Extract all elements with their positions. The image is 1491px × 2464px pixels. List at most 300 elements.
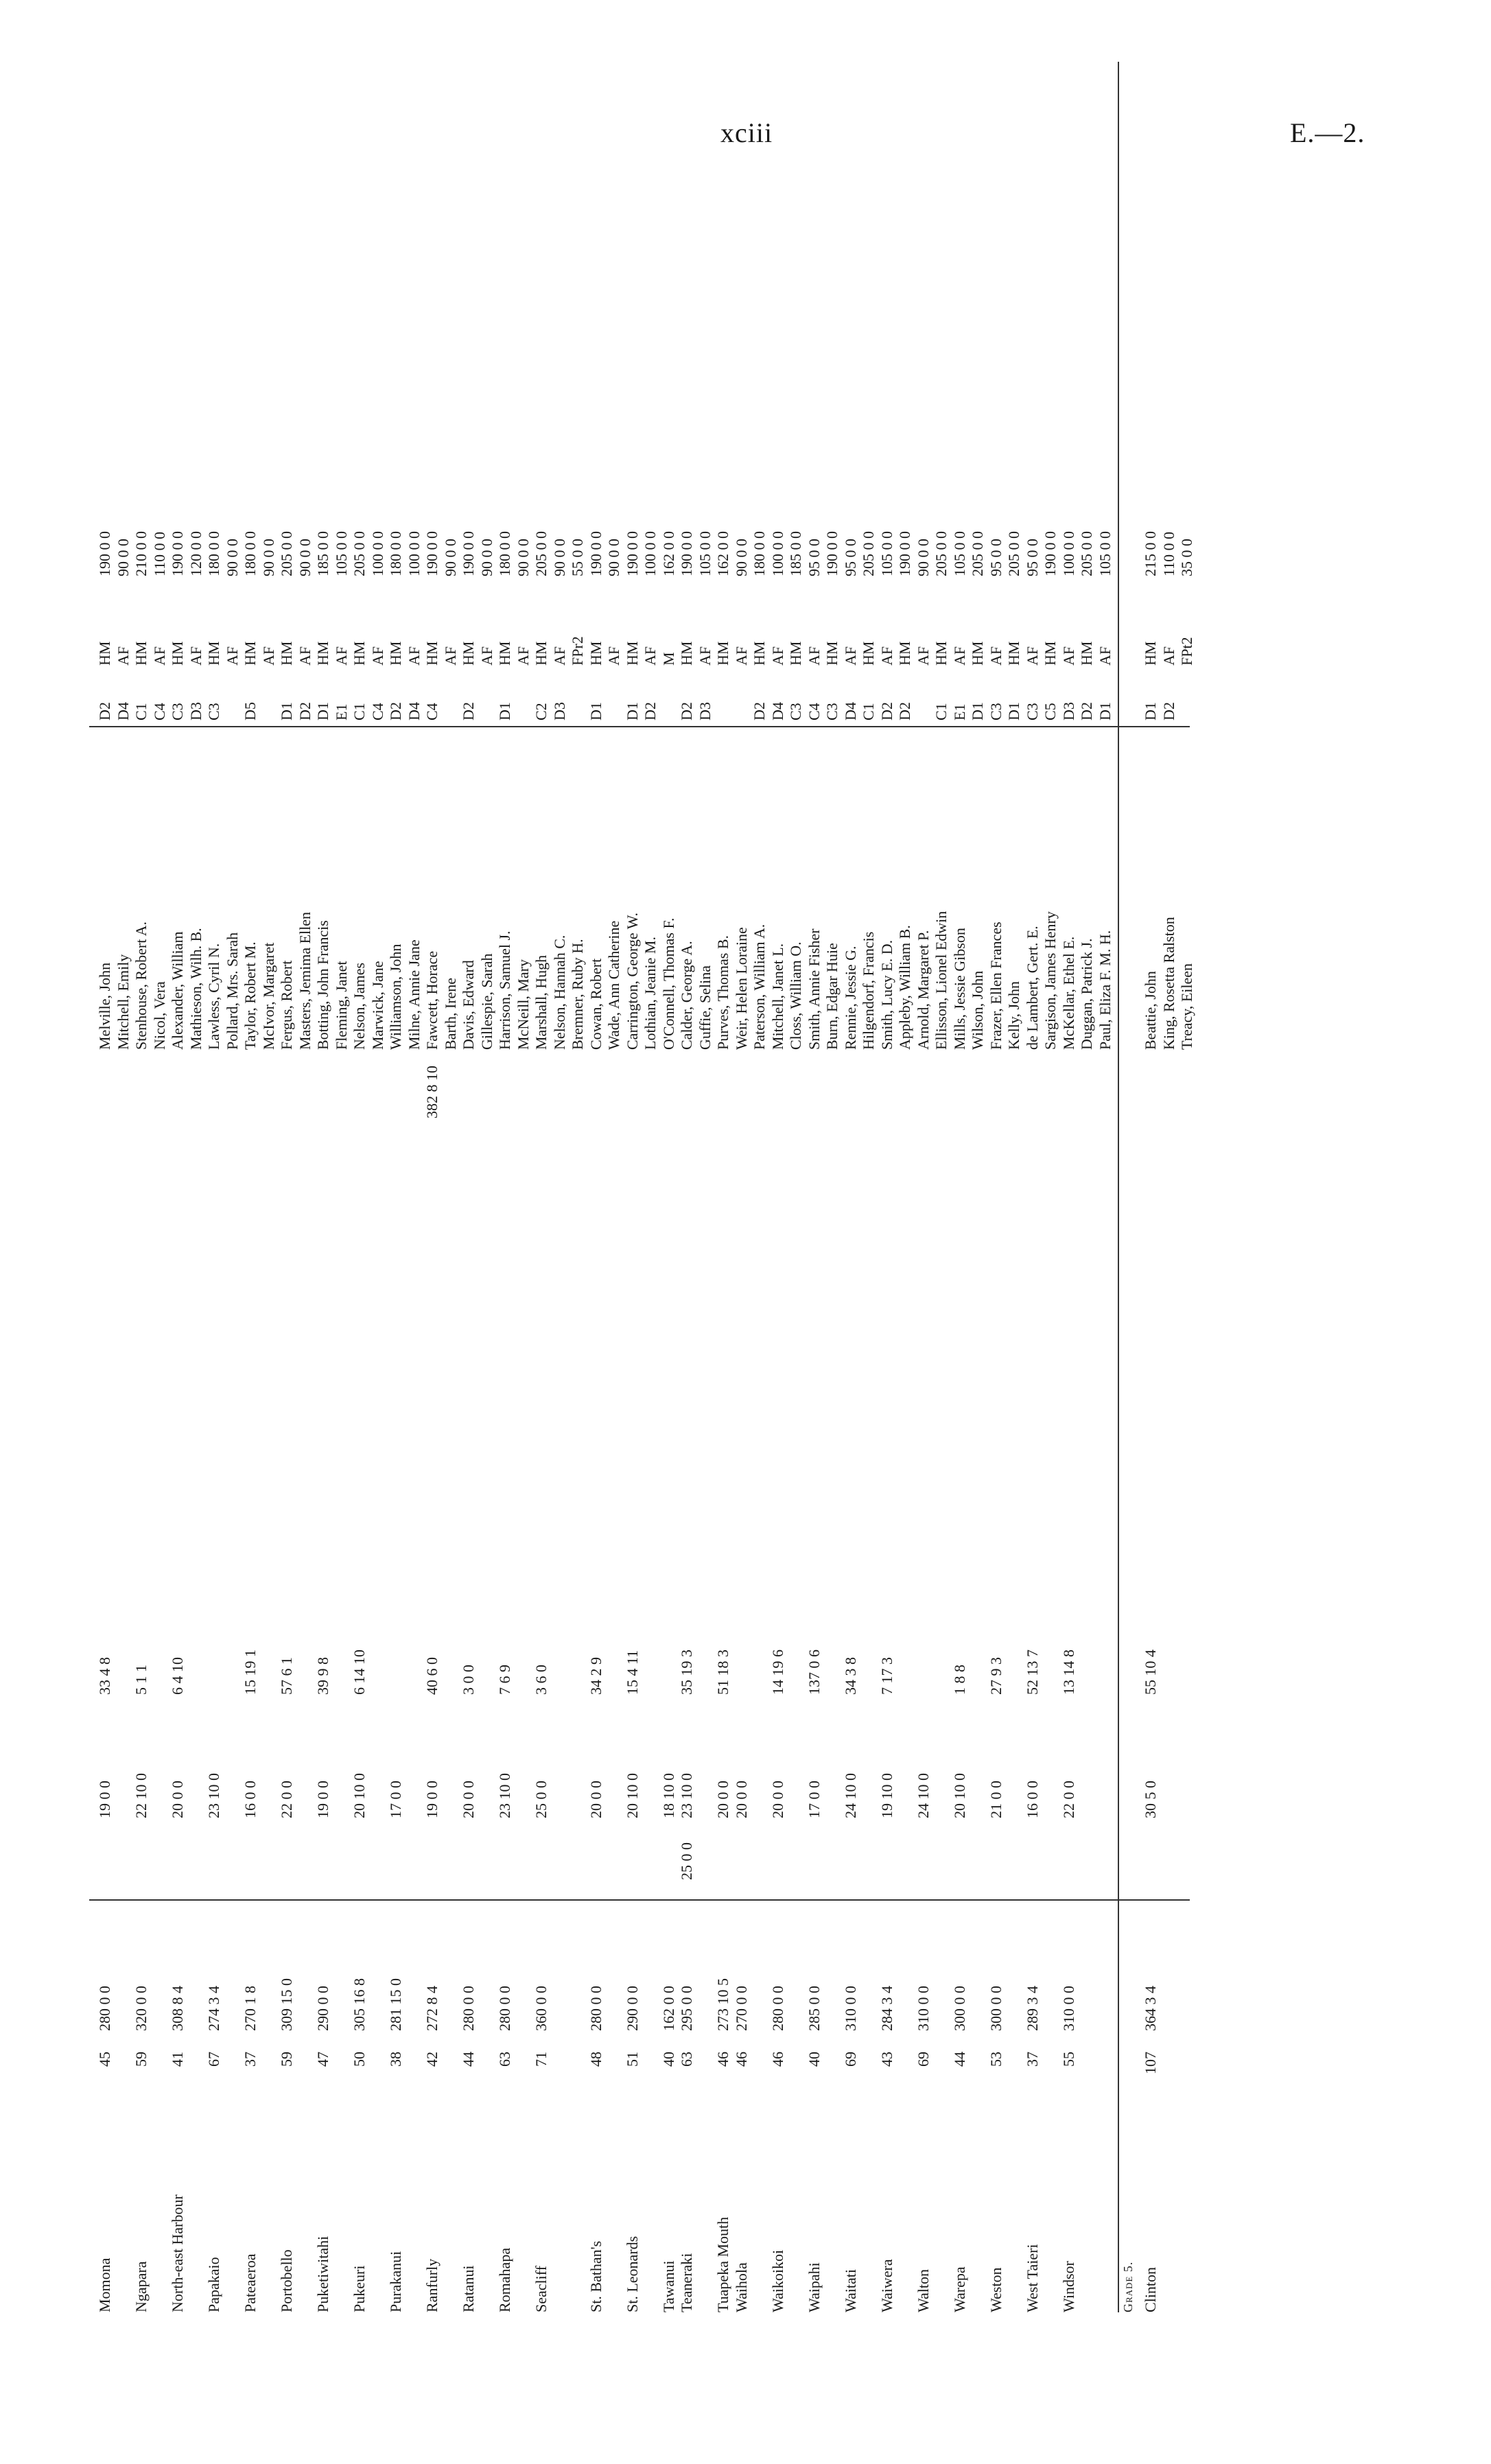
cell-sal: 273 10 5 bbox=[714, 1978, 731, 2031]
cell-nsal: 190 0 0 bbox=[823, 531, 841, 576]
cell-h3: 15 4 11 bbox=[623, 1650, 641, 1695]
cell-rank: AF bbox=[841, 646, 859, 666]
cell-name: Kelly, John bbox=[1005, 981, 1022, 1050]
table-rule bbox=[89, 1899, 1190, 1901]
cell-school: Clinton bbox=[1142, 2266, 1159, 2312]
cell-nsal: 90 0 0 bbox=[114, 539, 132, 576]
cell-h2: 20 0 0 bbox=[732, 1781, 750, 1818]
cell-avg: 55 bbox=[1059, 2052, 1077, 2067]
cell-nsal: 162 0 0 bbox=[714, 531, 731, 576]
cell-name: McNeill, Mary bbox=[514, 959, 532, 1050]
cell-avg: 46 bbox=[732, 2052, 750, 2067]
cell-cls: D3 bbox=[187, 702, 204, 720]
cell-rank: HM bbox=[496, 641, 513, 666]
cell-nsal: 190 0 0 bbox=[460, 531, 477, 576]
cell-name: Fawcett, Horace bbox=[423, 950, 441, 1050]
table-row bbox=[296, 62, 314, 2312]
cell-cls: D1 bbox=[623, 702, 641, 720]
table-row bbox=[406, 62, 423, 2312]
cell-school: Ratanui bbox=[460, 2265, 477, 2312]
cell-sal: 364 3 4 bbox=[1142, 1986, 1159, 2031]
cell-sal: 280 0 0 bbox=[496, 1986, 513, 2031]
cell-nsal: 205 0 0 bbox=[860, 531, 877, 576]
cell-nsal: 190 0 0 bbox=[623, 531, 641, 576]
cell-nsal: 185 0 0 bbox=[787, 531, 804, 576]
cell-cls: C1 bbox=[351, 703, 368, 720]
table-row bbox=[387, 62, 405, 2312]
cell-h3: 34 2 9 bbox=[587, 1657, 604, 1695]
cell-h3: 14 19 6 bbox=[768, 1650, 786, 1695]
cell-avg: 44 bbox=[950, 2052, 968, 2067]
cell-cls: D2 bbox=[896, 702, 913, 720]
cell-rank: HM bbox=[969, 641, 986, 666]
cell-rank: HM bbox=[532, 641, 550, 666]
cell-cls: C3 bbox=[987, 703, 1005, 720]
cell-school: Ranfurly bbox=[423, 2258, 441, 2312]
table-row bbox=[714, 62, 732, 2312]
cell-nsal: 105 0 0 bbox=[878, 531, 895, 576]
cell-rank: AF bbox=[768, 646, 786, 666]
cell-nsal: 90 0 0 bbox=[259, 539, 277, 576]
table-row bbox=[515, 62, 532, 2312]
cell-nsal: 90 0 0 bbox=[441, 539, 459, 576]
cell-cls: C3 bbox=[823, 703, 841, 720]
cell-nsal: 100 0 0 bbox=[368, 531, 386, 576]
cell-cls: D4 bbox=[841, 702, 859, 720]
table-row bbox=[842, 62, 860, 2312]
table-row bbox=[733, 62, 751, 2312]
table-rule bbox=[89, 726, 1190, 727]
table-row bbox=[569, 62, 587, 2312]
cell-nsal: 95 0 0 bbox=[841, 539, 859, 576]
cell-name: Marwick, Jane bbox=[368, 961, 386, 1050]
cell-h2: 17 0 0 bbox=[387, 1781, 404, 1818]
cell-cls: D4 bbox=[114, 702, 132, 720]
cell-rank: HM bbox=[896, 641, 913, 666]
cell-h2: 20 0 0 bbox=[714, 1781, 731, 1818]
cell-rank: AF bbox=[478, 646, 495, 666]
cell-h3: 6 14 10 bbox=[351, 1650, 368, 1695]
table-row bbox=[1005, 62, 1023, 2312]
cell-sal: 300 0 0 bbox=[950, 1986, 968, 2031]
cell-cls: D2 bbox=[1078, 702, 1095, 720]
cell-sal: 280 0 0 bbox=[768, 1986, 786, 2031]
cell-nsal: 100 0 0 bbox=[768, 531, 786, 576]
cell-nsal: 185 0 0 bbox=[314, 531, 331, 576]
cell-name: Williamson, John bbox=[387, 943, 404, 1050]
cell-name: Ellisson, Lionel Edwin bbox=[932, 911, 950, 1050]
cell-cls: D2 bbox=[296, 702, 314, 720]
cell-cls: C3 bbox=[1023, 703, 1041, 720]
cell-rank: HM bbox=[623, 641, 641, 666]
cell-name: Treacy, Eileen bbox=[1178, 963, 1195, 1050]
cell-name: Beattie, John bbox=[1142, 971, 1159, 1050]
cell-avg: 48 bbox=[587, 2052, 604, 2067]
cell-rank: HM bbox=[1078, 641, 1095, 666]
cell-name: Wilson, John bbox=[969, 970, 986, 1050]
cell-school: North-east Harbour bbox=[169, 2194, 186, 2312]
cell-cls: C4 bbox=[805, 703, 823, 720]
cell-rank: HM bbox=[932, 641, 950, 666]
page-number: xciii bbox=[720, 117, 773, 148]
cell-school: Momona bbox=[96, 2257, 113, 2312]
table-row bbox=[224, 62, 242, 2312]
cell-nsal: 100 0 0 bbox=[405, 531, 423, 576]
cell-avg: 46 bbox=[768, 2052, 786, 2067]
cell-rank: HM bbox=[587, 641, 604, 666]
table-row bbox=[442, 62, 460, 2312]
cell-h3: 34 3 8 bbox=[841, 1657, 859, 1695]
cell-rank: HM bbox=[387, 641, 404, 666]
cell-nsal: 105 0 0 bbox=[950, 531, 968, 576]
cell-name: Appleby, William B. bbox=[896, 925, 913, 1050]
cell-school: Tuapeka Mouth bbox=[714, 2216, 731, 2312]
cell-h3: 3 0 0 bbox=[460, 1665, 477, 1695]
cell-name: Stenhouse, Robert A. bbox=[132, 922, 150, 1050]
cell-name: Botting, John Francis bbox=[314, 920, 331, 1050]
table-row bbox=[696, 62, 714, 2312]
cell-nsal: 190 0 0 bbox=[96, 531, 113, 576]
cell-avg: 107 bbox=[1142, 2052, 1159, 2074]
cell-sal: 300 0 0 bbox=[987, 1986, 1005, 2031]
cell-h7: 382 8 10 bbox=[423, 1066, 441, 1118]
cell-h2: 19 0 0 bbox=[96, 1781, 113, 1818]
table-row bbox=[333, 62, 351, 2312]
cell-cls: C1 bbox=[132, 703, 150, 720]
cell-nsal: 180 0 0 bbox=[751, 531, 768, 576]
cell-name: Burn, Edgar Huie bbox=[823, 943, 841, 1050]
table-row bbox=[496, 62, 514, 2312]
cell-h3: 137 0 6 bbox=[805, 1650, 823, 1695]
table-row bbox=[860, 62, 878, 2312]
cell-h2: 23 10 0 bbox=[678, 1773, 695, 1818]
cell-rank: AF bbox=[696, 646, 714, 666]
cell-rank: HM bbox=[314, 641, 331, 666]
cell-rank: AF bbox=[950, 646, 968, 666]
cell-rank: AF bbox=[642, 646, 659, 666]
cell-h2: 23 10 0 bbox=[205, 1773, 222, 1818]
cell-h3: 57 6 1 bbox=[278, 1657, 295, 1695]
cell-name: Melville, John bbox=[96, 962, 113, 1050]
cell-avg: 37 bbox=[1023, 2052, 1041, 2067]
cell-nsal: 190 0 0 bbox=[169, 531, 186, 576]
cell-avg: 53 bbox=[987, 2052, 1005, 2067]
cell-school: Windsor bbox=[1059, 2261, 1077, 2312]
cell-nsal: 105 0 0 bbox=[332, 531, 350, 576]
cell-name: Paterson, William A. bbox=[751, 924, 768, 1050]
cell-rank: HM bbox=[205, 641, 222, 666]
table-row bbox=[551, 62, 569, 2312]
table-row bbox=[806, 62, 823, 2312]
cell-rank: AF bbox=[987, 646, 1005, 666]
cell-cls: C4 bbox=[423, 703, 441, 720]
cell-rank: HM bbox=[351, 641, 368, 666]
cell-sal: 270 0 0 bbox=[732, 1986, 750, 2031]
cell-rank: AF bbox=[914, 646, 932, 666]
cell-school: Waiwera bbox=[878, 2259, 895, 2312]
cell-name: Nelson, Hannah C. bbox=[550, 935, 568, 1050]
cell-h3: 6 4 10 bbox=[169, 1657, 186, 1695]
cell-rank: HM bbox=[423, 641, 441, 666]
cell-nsal: 100 0 0 bbox=[642, 531, 659, 576]
cell-nsal: 205 0 0 bbox=[969, 531, 986, 576]
cell-nsal: 90 0 0 bbox=[478, 539, 495, 576]
table-row bbox=[1160, 62, 1178, 2312]
table-row bbox=[115, 62, 132, 2312]
cell-cls: D1 bbox=[496, 702, 513, 720]
cell-name: O'Connell, Thomas F. bbox=[659, 917, 677, 1050]
cell-rank: HM bbox=[823, 641, 841, 666]
cell-sal: 289 3 4 bbox=[1023, 1986, 1041, 2031]
cell-cls: D4 bbox=[405, 702, 423, 720]
table-row bbox=[1042, 62, 1059, 2312]
cell-rank: HM bbox=[169, 641, 186, 666]
cell-sal: 272 8 4 bbox=[423, 1986, 441, 2031]
cell-name: Fergus, Robert bbox=[278, 960, 295, 1050]
cell-sal: 290 0 0 bbox=[623, 1986, 641, 2031]
cell-cls: C4 bbox=[150, 703, 168, 720]
cell-nsal: 90 0 0 bbox=[514, 539, 532, 576]
cell-sal: 305 16 8 bbox=[351, 1978, 368, 2031]
table-rule bbox=[1118, 62, 1119, 2312]
cell-name: Smith, Lucy E. D. bbox=[878, 939, 895, 1050]
cell-nsal: 205 0 0 bbox=[351, 531, 368, 576]
cell-h3: 52 13 7 bbox=[1023, 1650, 1041, 1695]
table-row bbox=[205, 62, 223, 2312]
cell-sal: 360 0 0 bbox=[532, 1986, 550, 2031]
cell-h2: 16 0 0 bbox=[242, 1781, 259, 1818]
cell-rank: HM bbox=[1142, 641, 1159, 666]
cell-name: Weir, Helen Loraine bbox=[732, 927, 750, 1050]
cell-cls: E1 bbox=[950, 703, 968, 720]
cell-h3: 33 4 8 bbox=[96, 1657, 113, 1695]
table-row bbox=[823, 62, 841, 2312]
cell-nsal: 110 0 0 bbox=[1160, 531, 1177, 576]
cell-school: Waipahi bbox=[805, 2262, 823, 2312]
cell-name: Mitchell, Janet L. bbox=[768, 943, 786, 1050]
cell-nsal: 205 0 0 bbox=[278, 531, 295, 576]
cell-rank: HM bbox=[242, 641, 259, 666]
cell-avg: 63 bbox=[496, 2052, 513, 2067]
cell-cls: D1 bbox=[278, 702, 295, 720]
cell-school: Pukeuri bbox=[351, 2265, 368, 2312]
cell-cls: D2 bbox=[96, 702, 113, 720]
cell-name: Hilgendorf, Francis bbox=[860, 931, 877, 1050]
cell-rank: AF bbox=[332, 646, 350, 666]
cell-school: Warepa bbox=[950, 2266, 968, 2312]
cell-name: Barth, Irene bbox=[441, 977, 459, 1050]
cell-name: Guffie, Selina bbox=[696, 965, 714, 1050]
cell-h2: 25 0 0 bbox=[532, 1781, 550, 1818]
cell-name: Calder, George A. bbox=[678, 941, 695, 1050]
cell-rank: AF bbox=[1160, 646, 1177, 666]
cell-h2: 19 10 0 bbox=[878, 1773, 895, 1818]
table-row bbox=[351, 62, 368, 2312]
cell-nsal: 205 0 0 bbox=[1078, 531, 1095, 576]
cell-nsal: 100 0 0 bbox=[1059, 531, 1077, 576]
table-row bbox=[1024, 62, 1042, 2312]
cell-school: Purakanui bbox=[387, 2251, 404, 2312]
cell-school: Teaneraki bbox=[678, 2253, 695, 2312]
cell-rank: AF bbox=[405, 646, 423, 666]
cell-name: Alexander, William bbox=[169, 931, 186, 1050]
cell-cls: C3 bbox=[169, 703, 186, 720]
cell-h2: 20 0 0 bbox=[460, 1781, 477, 1818]
cell-avg: 43 bbox=[878, 2052, 895, 2067]
cell-rank: M bbox=[659, 652, 677, 666]
cell-sal: 270 1 8 bbox=[242, 1986, 259, 2031]
grade-label: Grade 5. bbox=[1121, 2261, 1135, 2312]
cell-school: Seacliff bbox=[532, 2265, 550, 2312]
cell-nsal: 55 0 0 bbox=[569, 539, 586, 576]
cell-nsal: 90 0 0 bbox=[223, 539, 241, 576]
cell-h2: 24 10 0 bbox=[841, 1773, 859, 1818]
cell-h3: 5 1 1 bbox=[132, 1665, 150, 1695]
cell-name: Pollard, Mrs. Sarah bbox=[223, 932, 241, 1050]
table-row bbox=[532, 62, 550, 2312]
cell-h3: 7 6 9 bbox=[496, 1665, 513, 1695]
cell-nsal: 120 0 0 bbox=[187, 531, 204, 576]
cell-rank: AF bbox=[1023, 646, 1041, 666]
cell-nsal: 180 0 0 bbox=[242, 531, 259, 576]
cell-name: Carrington, George W. bbox=[623, 912, 641, 1050]
cell-name: Fleming, Janet bbox=[332, 961, 350, 1050]
cell-nsal: 205 0 0 bbox=[532, 531, 550, 576]
cell-school: Waihola bbox=[732, 2262, 750, 2312]
cell-rank: HM bbox=[1005, 641, 1022, 666]
cell-name: Frazer, Ellen Frances bbox=[987, 922, 1005, 1050]
cell-avg: 38 bbox=[387, 2052, 404, 2067]
table-row bbox=[1096, 62, 1114, 2312]
cell-h3: 55 10 4 bbox=[1142, 1650, 1159, 1695]
cell-name: Davis, Edward bbox=[460, 960, 477, 1050]
cell-rank: HM bbox=[678, 641, 695, 666]
cell-avg: 37 bbox=[242, 2052, 259, 2067]
cell-rank: AF bbox=[441, 646, 459, 666]
cell-sal: 281 15 0 bbox=[387, 1978, 404, 2031]
cell-sal: 310 0 0 bbox=[841, 1986, 859, 2031]
cell-school: Walton bbox=[914, 2269, 932, 2312]
cell-h2: 20 10 0 bbox=[623, 1773, 641, 1818]
cell-name: de Lambert, Gert. E. bbox=[1023, 926, 1041, 1050]
cell-nsal: 190 0 0 bbox=[678, 531, 695, 576]
cell-cls: D2 bbox=[878, 702, 895, 720]
cell-h2: 20 0 0 bbox=[587, 1781, 604, 1818]
cell-h2: 20 10 0 bbox=[950, 1773, 968, 1818]
cell-school: Pateaeroa bbox=[242, 2253, 259, 2312]
table-row bbox=[132, 62, 150, 2312]
cell-cls: D2 bbox=[678, 702, 695, 720]
cell-nsal: 180 0 0 bbox=[387, 531, 404, 576]
cell-cls: D3 bbox=[1059, 702, 1077, 720]
table-row bbox=[96, 62, 114, 2312]
cell-name: Nicol, Vera bbox=[150, 981, 168, 1050]
cell-cls: C4 bbox=[368, 703, 386, 720]
cell-name: Lothian, Jeanie M. bbox=[642, 937, 659, 1050]
cell-avg: 44 bbox=[460, 2052, 477, 2067]
cell-cls: D1 bbox=[1096, 702, 1114, 720]
cell-rank: HM bbox=[751, 641, 768, 666]
cell-sal: 290 0 0 bbox=[314, 1986, 331, 2031]
cell-sal: 280 0 0 bbox=[460, 1986, 477, 2031]
cell-sal: 162 0 0 bbox=[659, 1986, 677, 2031]
cell-h2: 30 5 0 bbox=[1142, 1781, 1159, 1818]
cell-nsal: 105 0 0 bbox=[1096, 531, 1114, 576]
cell-avg: 69 bbox=[914, 2052, 932, 2067]
cell-avg: 40 bbox=[659, 2052, 677, 2067]
cell-avg: 40 bbox=[805, 2052, 823, 2067]
cell-h2: 19 0 0 bbox=[423, 1781, 441, 1818]
cell-nsal: 180 0 0 bbox=[496, 531, 513, 576]
cell-h3: 51 18 3 bbox=[714, 1650, 731, 1695]
cell-rank: HM bbox=[460, 641, 477, 666]
table-row bbox=[678, 62, 696, 2312]
cell-nsal: 190 0 0 bbox=[587, 531, 604, 576]
cell-avg: 51 bbox=[623, 2052, 641, 2067]
cell-h3: 27 9 3 bbox=[987, 1657, 1005, 1695]
cell-rank: AF bbox=[187, 646, 204, 666]
cell-nsal: 210 0 0 bbox=[132, 531, 150, 576]
table-row bbox=[787, 62, 805, 2312]
cell-avg: 50 bbox=[351, 2052, 368, 2067]
cell-nsal: 90 0 0 bbox=[605, 539, 622, 576]
cell-rank: AF bbox=[605, 646, 622, 666]
cell-h2: 22 10 0 bbox=[132, 1773, 150, 1818]
cell-h1: 25 0 0 bbox=[678, 1842, 695, 1880]
cell-cls: C3 bbox=[205, 703, 222, 720]
cell-rank: HM bbox=[860, 641, 877, 666]
table-row bbox=[896, 62, 914, 2312]
cell-sal: 280 0 0 bbox=[587, 1986, 604, 2031]
table-row bbox=[1142, 62, 1160, 2312]
cell-nsal: 95 0 0 bbox=[805, 539, 823, 576]
cell-avg: 63 bbox=[678, 2052, 695, 2067]
cell-sal: 320 0 0 bbox=[132, 1986, 150, 2031]
cell-avg: 47 bbox=[314, 2052, 331, 2067]
cell-cls: D4 bbox=[768, 702, 786, 720]
document-reference: E.—2. bbox=[1290, 117, 1365, 148]
cell-sal: 295 0 0 bbox=[678, 1986, 695, 2031]
cell-name: King, Rosetta Ralston bbox=[1160, 917, 1177, 1050]
cell-h3: 13 14 8 bbox=[1059, 1650, 1077, 1695]
cell-sal: 284 3 4 bbox=[878, 1986, 895, 2031]
cell-school: Tawanui bbox=[659, 2260, 677, 2312]
cell-name: Harrison, Samuel J. bbox=[496, 930, 513, 1050]
cell-cls: D1 bbox=[1142, 702, 1159, 720]
cell-cls: C5 bbox=[1042, 703, 1059, 720]
cell-h2: 22 0 0 bbox=[1059, 1781, 1077, 1818]
cell-nsal: 90 0 0 bbox=[296, 539, 314, 576]
cell-rank: FPt2 bbox=[1178, 637, 1195, 666]
cell-h2: 20 0 0 bbox=[169, 1781, 186, 1818]
cell-rank: AF bbox=[296, 646, 314, 666]
cell-h2: 20 0 0 bbox=[768, 1781, 786, 1818]
cell-cls: C3 bbox=[787, 703, 804, 720]
cell-h2: 22 0 0 bbox=[278, 1781, 295, 1818]
cell-sal: 285 0 0 bbox=[805, 1986, 823, 2031]
cell-name: Duggan, Patrick J. bbox=[1078, 938, 1095, 1050]
cell-rank: AF bbox=[550, 646, 568, 666]
cell-name: Wade, Ann Catherine bbox=[605, 920, 622, 1050]
cell-name: Marshall, Hugh bbox=[532, 954, 550, 1050]
cell-nsal: 190 0 0 bbox=[896, 531, 913, 576]
cell-nsal: 90 0 0 bbox=[732, 539, 750, 576]
cell-cls: D2 bbox=[1160, 702, 1177, 720]
cell-rank: AF bbox=[114, 646, 132, 666]
table-row bbox=[642, 62, 659, 2312]
table-row bbox=[769, 62, 787, 2312]
cell-nsal: 190 0 0 bbox=[1042, 531, 1059, 576]
